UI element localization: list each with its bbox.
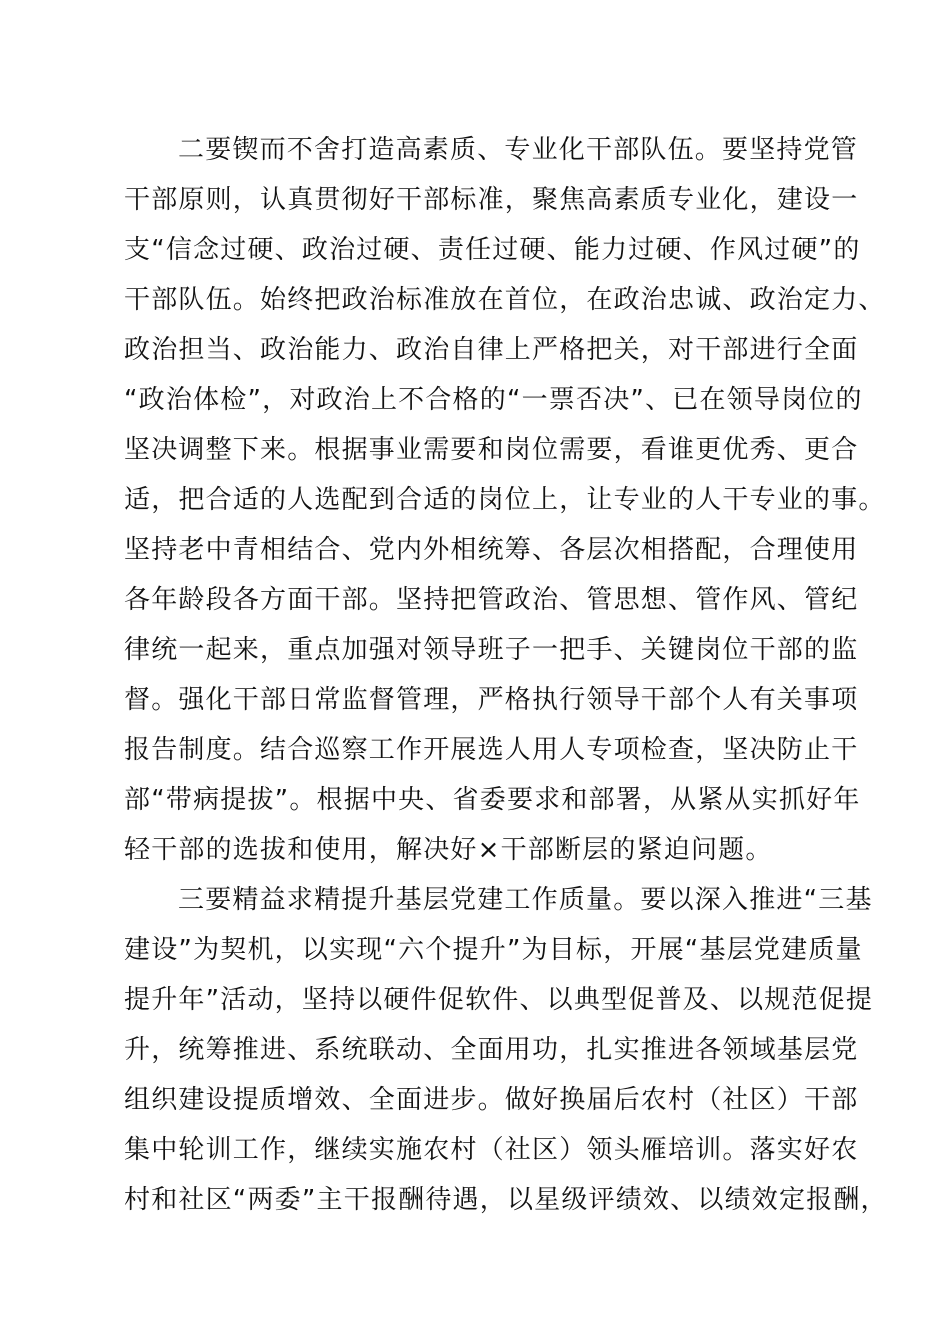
paragraph-2-line-13: 报告制度。结合巡察工作开展选人用人专项检查，坚决防止干 bbox=[124, 735, 859, 765]
paragraph-2-line-8: 适，把合适的人选配到合适的岗位上，让专业的人干专业的事。 bbox=[124, 485, 886, 515]
paragraph-3-line-6: 集中轮训工作，继续实施农村（社区）领头雁培训。落实好农 bbox=[124, 1135, 859, 1165]
paragraph-3-line-3: 提升年”活动，坚持以硬件促软件、以典型促普及、以规范促提 bbox=[124, 985, 874, 1015]
paragraph-2-line-3: 支“信念过硬、政治过硬、责任过硬、能力过硬、作风过硬”的 bbox=[124, 235, 861, 265]
paragraph-3-line-4: 升，统筹推进、系统联动、全面用功，扎实推进各领域基层党 bbox=[124, 1035, 859, 1065]
paragraph-3-line-7: 村和社区“两委”主干报酬待遇，以星级评绩效、以绩效定报酬， bbox=[124, 1185, 888, 1215]
paragraph-2-line-10: 各年龄段各方面干部。坚持把管政治、管思想、管作风、管纪 bbox=[124, 585, 859, 615]
paragraph-2-line-5: 政治担当、政治能力、政治自律上严格把关，对干部进行全面 bbox=[124, 335, 859, 365]
paragraph-2-line-12: 督。强化干部日常监督管理，严格执行领导干部个人有关事项 bbox=[124, 685, 859, 715]
paragraph-3-line-2: 建设”为契机，以实现“六个提升”为目标，开展“基层党建质量 bbox=[124, 935, 863, 965]
paragraph-2-line-14: 部“带病提拔”。根据中央、省委要求和部署，从紧从实抓好年 bbox=[124, 785, 861, 815]
paragraph-2-line-2: 干部原则，认真贯彻好干部标准，聚焦高素质专业化，建设一 bbox=[124, 185, 859, 215]
paragraph-2-line-1: 二要锲而不舍打造高素质、专业化干部队伍。要坚持党管 bbox=[178, 135, 859, 165]
paragraph-2-line-9: 坚持老中青相结合、党内外相统筹、各层次相搭配，合理使用 bbox=[124, 535, 859, 565]
paragraph-2-line-15: 轻干部的选拔和使用，解决好×干部断层的紧迫问题。 bbox=[124, 835, 773, 865]
paragraph-2-line-11: 律统一起来，重点加强对领导班子一把手、关键岗位干部的监 bbox=[124, 635, 859, 665]
paragraph-2-line-6: “政治体检”，对政治上不合格的“一票否决”、已在领导岗位的 bbox=[124, 385, 863, 415]
body-text bbox=[124, 125, 888, 1225]
paragraph-2-line-4: 干部队伍。始终把政治标准放在首位，在政治忠诚、政治定力、 bbox=[124, 285, 886, 315]
paragraph-3-line-5: 组织建设提质增效、全面进步。做好换届后农村（社区）干部 bbox=[124, 1085, 859, 1115]
paragraph-2-line-7: 坚决调整下来。根据事业需要和岗位需要，看谁更优秀、更合 bbox=[124, 435, 859, 465]
paragraph-3-line-1: 三要精益求精提升基层党建工作质量。要以深入推进“三基 bbox=[178, 885, 873, 915]
